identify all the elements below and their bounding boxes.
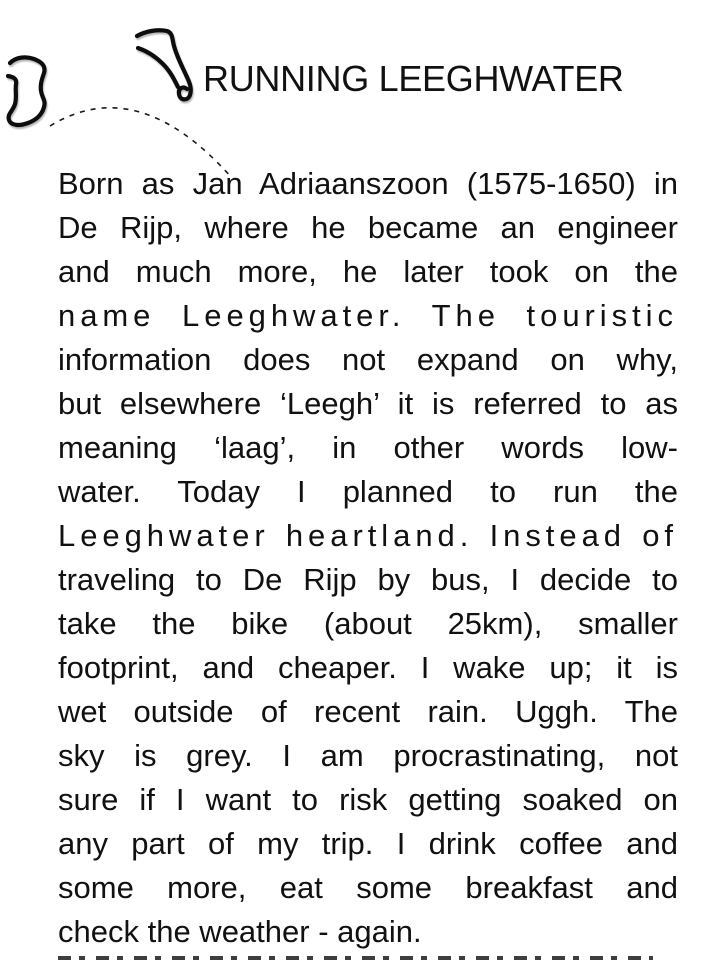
- paragraph-line: take the bike (about 25km), smaller: [58, 606, 678, 641]
- page-title: RUNNING LEEGHWATER: [203, 58, 624, 99]
- paragraph-line: but elsewhere ‘Leegh’ it is referred to as: [58, 386, 678, 421]
- paragraph-line: De Rijp, where he became an engineer: [58, 210, 678, 245]
- paragraph-line: check the weather - again.: [58, 914, 422, 949]
- paragraph-line: Leeghwater heartland. Instead of: [58, 518, 678, 553]
- paragraph-line: name Leeghwater. The touristic: [58, 298, 678, 333]
- paragraph: [58, 162, 678, 960]
- paragraph-line: information does not expand on why,: [58, 342, 678, 377]
- paragraph-line: any part of my trip. I drink coffee and: [58, 826, 678, 861]
- paragraph-line: sure if I want to risk getting soaked on: [58, 782, 678, 817]
- clipped-next-line: [58, 956, 653, 960]
- paragraph-line: footprint, and cheaper. I wake up; it is: [58, 650, 678, 685]
- paragraph-line: and much more, he later took on the: [58, 254, 678, 289]
- paragraph-line: Born as Jan Adriaanszoon (1575-1650) in: [58, 166, 678, 201]
- paragraph-line: some more, eat some breakfast and: [58, 870, 678, 905]
- paragraph-line: water. Today I planned to run the: [58, 474, 678, 509]
- route-sketch-left-icon: [8, 57, 45, 125]
- paragraph-line: traveling to De Rijp by bus, I decide to: [58, 562, 678, 597]
- paragraph-line: sky is grey. I am procrastinating, not: [58, 738, 678, 773]
- route-sketch-right-icon: [137, 30, 191, 99]
- paragraph-line: meaning ‘laag’, in other words low-: [58, 430, 678, 465]
- paragraph-line: wet outside of recent rain. Uggh. The: [58, 694, 678, 729]
